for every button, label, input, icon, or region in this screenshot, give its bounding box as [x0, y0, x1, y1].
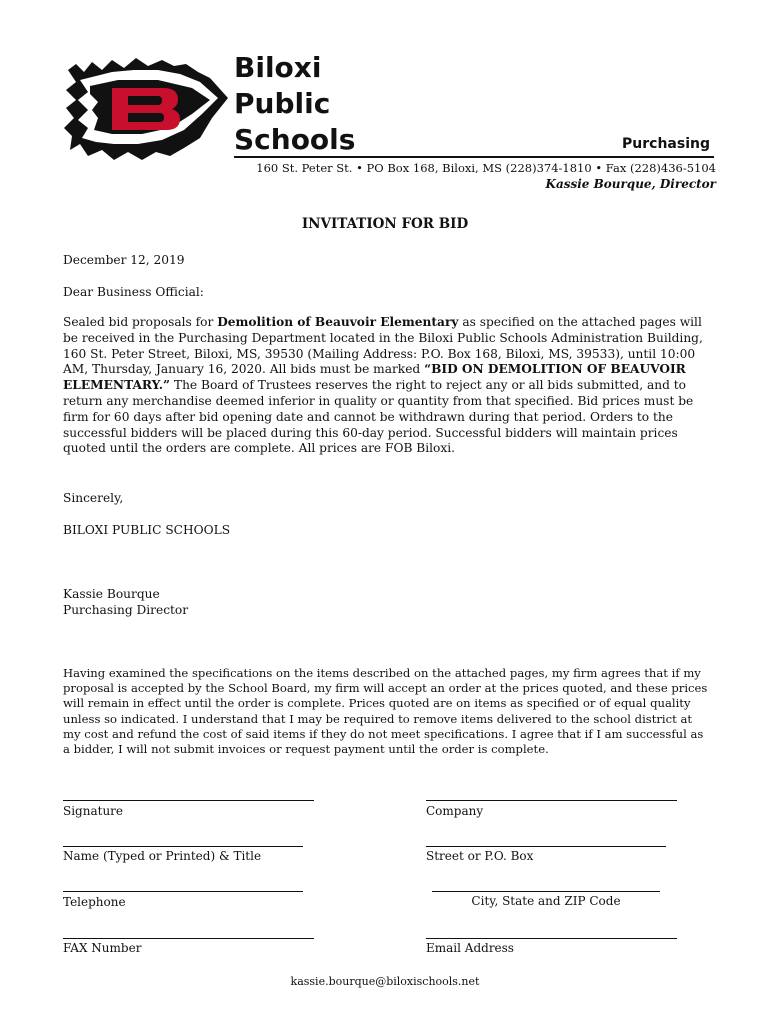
project-name: Demolition of Beauvoir Elementary [217, 315, 459, 329]
footer-email[interactable]: kassie.bourque@biloxischools.net [290, 975, 480, 988]
city-state-zip-line[interactable] [432, 891, 660, 892]
signer-name: Kassie Bourque [63, 587, 160, 601]
organization-name: BILOXI PUBLIC SCHOOLS [63, 523, 231, 537]
letterhead-divider [234, 156, 714, 158]
signer-title: Purchasing Director [63, 603, 189, 617]
telephone-label: Telephone [63, 895, 126, 909]
agreement-paragraph: Having examined the specifications on the items described on the attached pages, my firm agrees that if my proposal is accepted by the School Board, my firm will accept an order at the prices quoted, and these prices will remain in effect until the order is complete. Prices quoted are on items as specified or of equal quality unless so indicated. I understand that I may be required to remove items delivered to the school district at my cost and refund the cost of said items if they do not meet specifications. I agree that if I am successful as a bidder, I will not submit invoices or request payment until the order is complete. [63, 666, 708, 757]
logo-letter-b [112, 88, 180, 130]
signature-line[interactable] [63, 800, 314, 801]
name-title-label: Name (Typed or Printed) & Title [63, 849, 262, 863]
name-title-line[interactable] [63, 846, 303, 847]
biloxi-arrowhead-logo [62, 56, 230, 162]
department-label: Purchasing [622, 136, 710, 152]
telephone-line[interactable] [63, 891, 303, 892]
fax-label: FAX Number [63, 941, 142, 955]
bid-body-paragraph: Sealed bid proposals for Demolition of Beauvoir Elementary as specified on the attached pages will be received in the Purchasing Department located in the Biloxi Public Schools Administration Building, 160 St. Peter Street, Biloxi, MS, 39530 (Mailing Address: P.O. Box 168, Biloxi, MS, 39533), until 10:00 AM, Thursday, January 16, 2020. All bids must be marked “BID ON DEMOLITION OF BEAUVOIR ELEMENTARY.” The Board of Trustees reserves the right to reject any or all bids submitted, and to return any merchandise deemed inferior in quality or quantity from that specified. Bid prices must be firm for 60 days after bid opening date and cannot be withdrawn during that period. Orders to the successful bidders will be placed during this 60-day period. Successful bidders will maintain prices quoted until the orders are complete. All prices are FOB Biloxi. [63, 315, 703, 456]
email-label: Email Address [426, 941, 514, 955]
letter-date: December 12, 2019 [63, 253, 185, 267]
school-name-line1: Biloxi [234, 51, 322, 84]
school-name-line2: Public [234, 87, 331, 120]
address-line: 160 St. Peter St. • PO Box 168, Biloxi, MS (228)374-1810 • Fax (228)436-5104 [256, 161, 716, 175]
closing: Sincerely, [63, 491, 124, 505]
document-title: INVITATION FOR BID [301, 216, 469, 232]
fax-line[interactable] [63, 938, 314, 939]
school-name-line3: Schools [234, 123, 356, 156]
street-line[interactable] [426, 846, 666, 847]
bid-marking: “BID ON DEMOLITION OF BEAUVOIR ELEMENTARY.” [63, 362, 686, 393]
street-label: Street or P.O. Box [426, 849, 534, 863]
signature-label: Signature [63, 804, 124, 818]
salutation: Dear Business Official: [63, 285, 204, 299]
city-state-zip-label: City, State and ZIP Code [471, 894, 621, 908]
email-line[interactable] [426, 938, 677, 939]
company-line[interactable] [426, 800, 677, 801]
company-label: Company [426, 804, 484, 818]
director-line: Kassie Bourque, Director [545, 177, 716, 191]
